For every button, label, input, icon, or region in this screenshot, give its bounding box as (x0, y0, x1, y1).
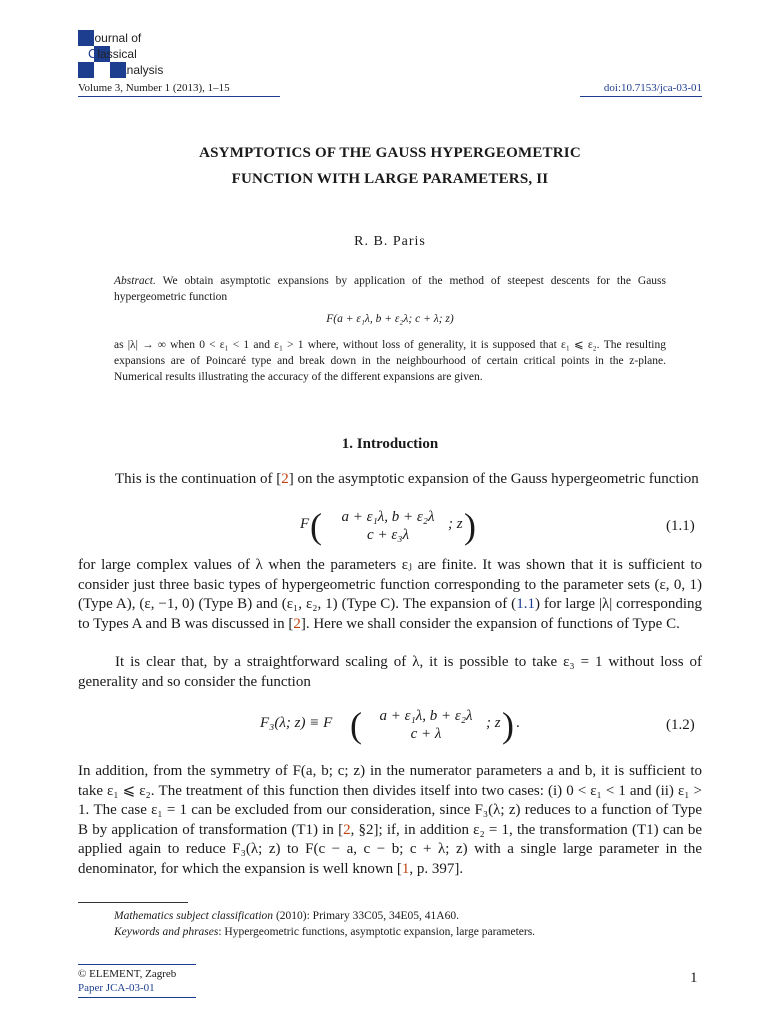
journal-name-line-1: Journal of (88, 30, 142, 45)
equation-1-1: F ( a + ε₁λ, b + ε₂λ c + ε₃λ ; z ) (300, 506, 476, 546)
eq11-top: a + ε₁λ, b + ε₂λ (341, 509, 435, 525)
doi-link[interactable]: doi:10.7153/jca-03-01 (580, 82, 702, 97)
paper-id: Paper JCA-03-01 (78, 982, 155, 994)
footnote-keywords: Keywords and phrases: Hypergeometric functions, asymptotic expansion, large parameters. (114, 926, 536, 938)
citation-link[interactable]: 1 (401, 860, 410, 877)
paragraph-4: In addition, from the symmetry of F(a, b; c; z) in the numerator parameters a and b, it is sufficient to take ε₁ ⩽ ε₂. The treatment of this function then divides itself into two cases: (i) 0 < ε₁ < 1 and (ii) ε₁ > 1. The case ε₁ = 1 can be excluded from our consideration, since F₃(λ; z) reduces to a function of Type B by application of transformation (T1) in [2, §2]; if, in addition ε₂ = 1, the transformation (T1) can be applied again to reduce F₃(λ; z) to F(c − a, c − b; c + λ; z) with a single large parameter in the denominator, for which the expansion is well known [1, p. 397]. (78, 763, 702, 877)
paragraph-1: This is the continuation of [2] on the asymptotic expansion of the Gauss hypergeometric function (115, 471, 699, 487)
equation-number-1-2: (1.2) (666, 717, 695, 733)
eq12-bottom: c + λ (410, 726, 442, 742)
equation-1-2: F₃(λ; z) ≡ F ( a + ε₁λ, b + ε₂λ c + λ ; z ) . (260, 705, 520, 745)
footnote-msc: Mathematics subject classification (2010): Primary 33C05, 34E05, 41A60. (114, 910, 459, 922)
citation-link[interactable]: 2 (281, 471, 289, 487)
eq12-top: a + ε₁λ, b + ε₂λ (379, 708, 473, 724)
volume-info: Volume 3, Number 1 (2013), 1–15 (78, 82, 280, 97)
title-line-1: ASYMPTOTICS OF THE GAUSS HYPERGEOMETRIC (199, 145, 581, 161)
footnote-rule (78, 902, 188, 903)
paper-title (78, 140, 702, 192)
citation-link[interactable]: 2 (293, 615, 301, 632)
abstract-text-2: as |λ| → ∞ when 0 < ε₁ < 1 and ε₁ > 1 where, without loss of generality, it is supposed that ε₁ ⩽ ε₂. The resulting expansions are of Poincaré type and break down in the neighbourhood of certain critical points in the z-plane. Numerical results illustrating the accuracy of the different expansions are given. (114, 339, 666, 383)
title-line-2: FUNCTION WITH LARGE PARAMETERS, II (231, 171, 549, 187)
abstract-label: Abstract. (114, 275, 156, 287)
journal-name-line-2: Classical (88, 46, 137, 61)
abstract-text-1: We obtain asymptotic expansions by application of the method of steepest descents for the Gauss hypergeometric function (114, 275, 667, 303)
paragraph-3: It is clear that, by a straightforward scaling of λ, it is possible to take ε₃ = 1 without loss of generality and so consider the function (78, 654, 702, 690)
equation-ref-link[interactable]: 1.1 (516, 596, 535, 612)
copyright-box (78, 964, 196, 998)
journal-name-line-3: Analysis (118, 62, 164, 77)
copyright-text: © ELEMENT, Zagreb (78, 968, 177, 980)
abstract-formula: F(a + ε₁λ, b + ε₂λ; c + λ; z) (326, 313, 454, 325)
citation-link[interactable]: 2 (343, 821, 351, 838)
eq11-bottom: c + ε₃λ (367, 527, 409, 543)
page-number: 1 (690, 970, 698, 986)
author: R. B. Paris (354, 234, 426, 249)
abstract-part-1 (114, 273, 666, 305)
paragraph-2: for large complex values of λ when the parameters εⱼ are finite. It was shown that it is sufficient to consider just three basic types of hypergeometric function corresponding to the parameter sets (ε, 0, 1) (Type A), (ε, −1, 0) (Type B) and (ε₁, ε₂, 1) (Type C). The expansion of (1.1) for large |λ| corresponding to Types A and B was discussed in [2]. Here we shall consider the expansion of functions of Type C. (78, 557, 702, 632)
section-heading: 1. Introduction (341, 436, 439, 452)
equation-number-1-1: (1.1) (666, 518, 695, 534)
